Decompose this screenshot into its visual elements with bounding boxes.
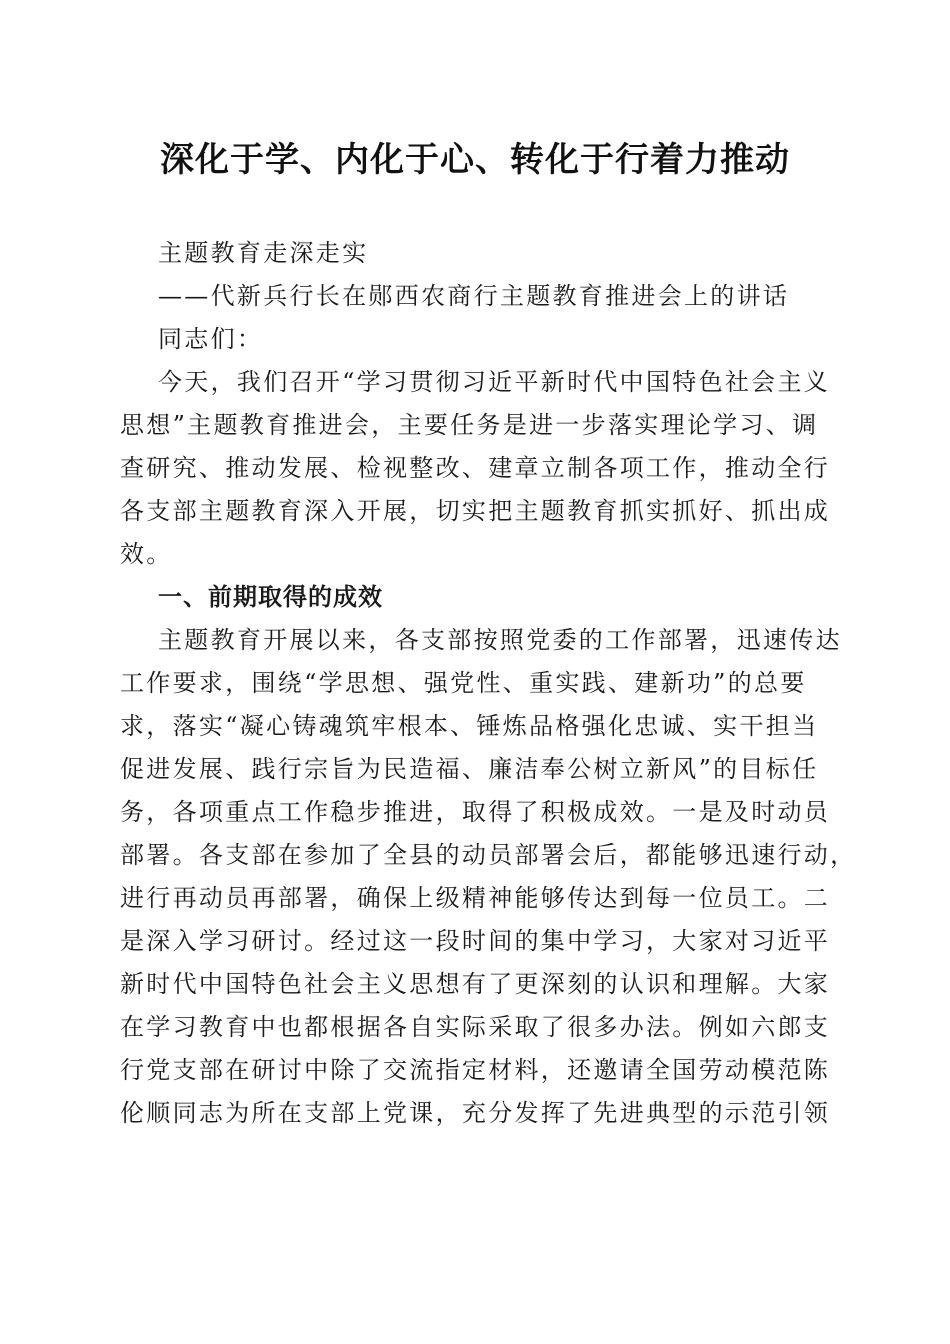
paragraph-line: 求，落实“凝心铸魂筑牢根本、锤炼品格强化忠诚、实干担当 xyxy=(120,712,819,740)
paragraph-line: 促进发展、践行宗旨为民造福、廉洁奉公树立新风”的目标任 xyxy=(120,755,819,783)
paragraph-line: 部署。各支部在参加了全县的动员部署会后，都能够迅速行动， xyxy=(120,841,857,869)
document-subtitle: 主题教育走深走实 xyxy=(158,239,369,267)
paragraph-line: 今天，我们召开“学习贯彻习近平新时代中国特色社会主义 xyxy=(158,368,831,396)
paragraph-line: 在学习教育中也都根据各自实际采取了很多办法。例如六郎支 xyxy=(120,1013,831,1041)
paragraph-line: 行党支部在研讨中除了交流指定材料，还邀请全国劳动模范陈 xyxy=(120,1056,831,1084)
paragraph-line: 伦顺同志为所在支部上党课，充分发挥了先进典型的示范引领 xyxy=(120,1099,831,1127)
paragraph-intro xyxy=(120,361,832,576)
document-body xyxy=(120,232,857,1135)
paragraph-achievements xyxy=(120,619,857,1135)
paragraph-line: 务，各项重点工作稳步推进，取得了积极成效。一是及时动员 xyxy=(120,798,831,826)
paragraph-line: 新时代中国特色社会主义思想有了更深刻的认识和理解。大家 xyxy=(120,970,831,998)
paragraph-line: 进行再动员再部署，确保上级精神能够传达到每一位员工。二 xyxy=(120,884,831,912)
paragraph-line: 主题教育开展以来，各支部按照党委的工作部署，迅速传达 xyxy=(158,626,842,654)
paragraph-line: 各支部主题教育深入开展，切实把主题教育抓实抓好、抓出成 xyxy=(120,497,831,525)
document-title: 深化于学、内化于心、转化于行着力推动 xyxy=(160,140,790,180)
section-heading: 一、前期取得的成效 xyxy=(158,583,383,611)
salutation: 同志们： xyxy=(158,325,264,353)
paragraph-line: 工作要求，围绕“学思想、强党性、重实践、建新功”的总要 xyxy=(120,669,807,697)
paragraph-line: 查研究、推动发展、检视整改、建章立制各项工作，推动全行 xyxy=(120,454,831,482)
paragraph-line: 效。 xyxy=(120,540,173,568)
paragraph-line: 是深入学习研讨。经过这一段时间的集中学习，大家对习近平 xyxy=(120,927,831,955)
document-byline: ——代新兵行长在郧西农商行主题教育推进会上的讲话 xyxy=(158,282,790,310)
paragraph-line: 思想”主题教育推进会，主要任务是进一步落实理论学习、调 xyxy=(120,411,819,439)
